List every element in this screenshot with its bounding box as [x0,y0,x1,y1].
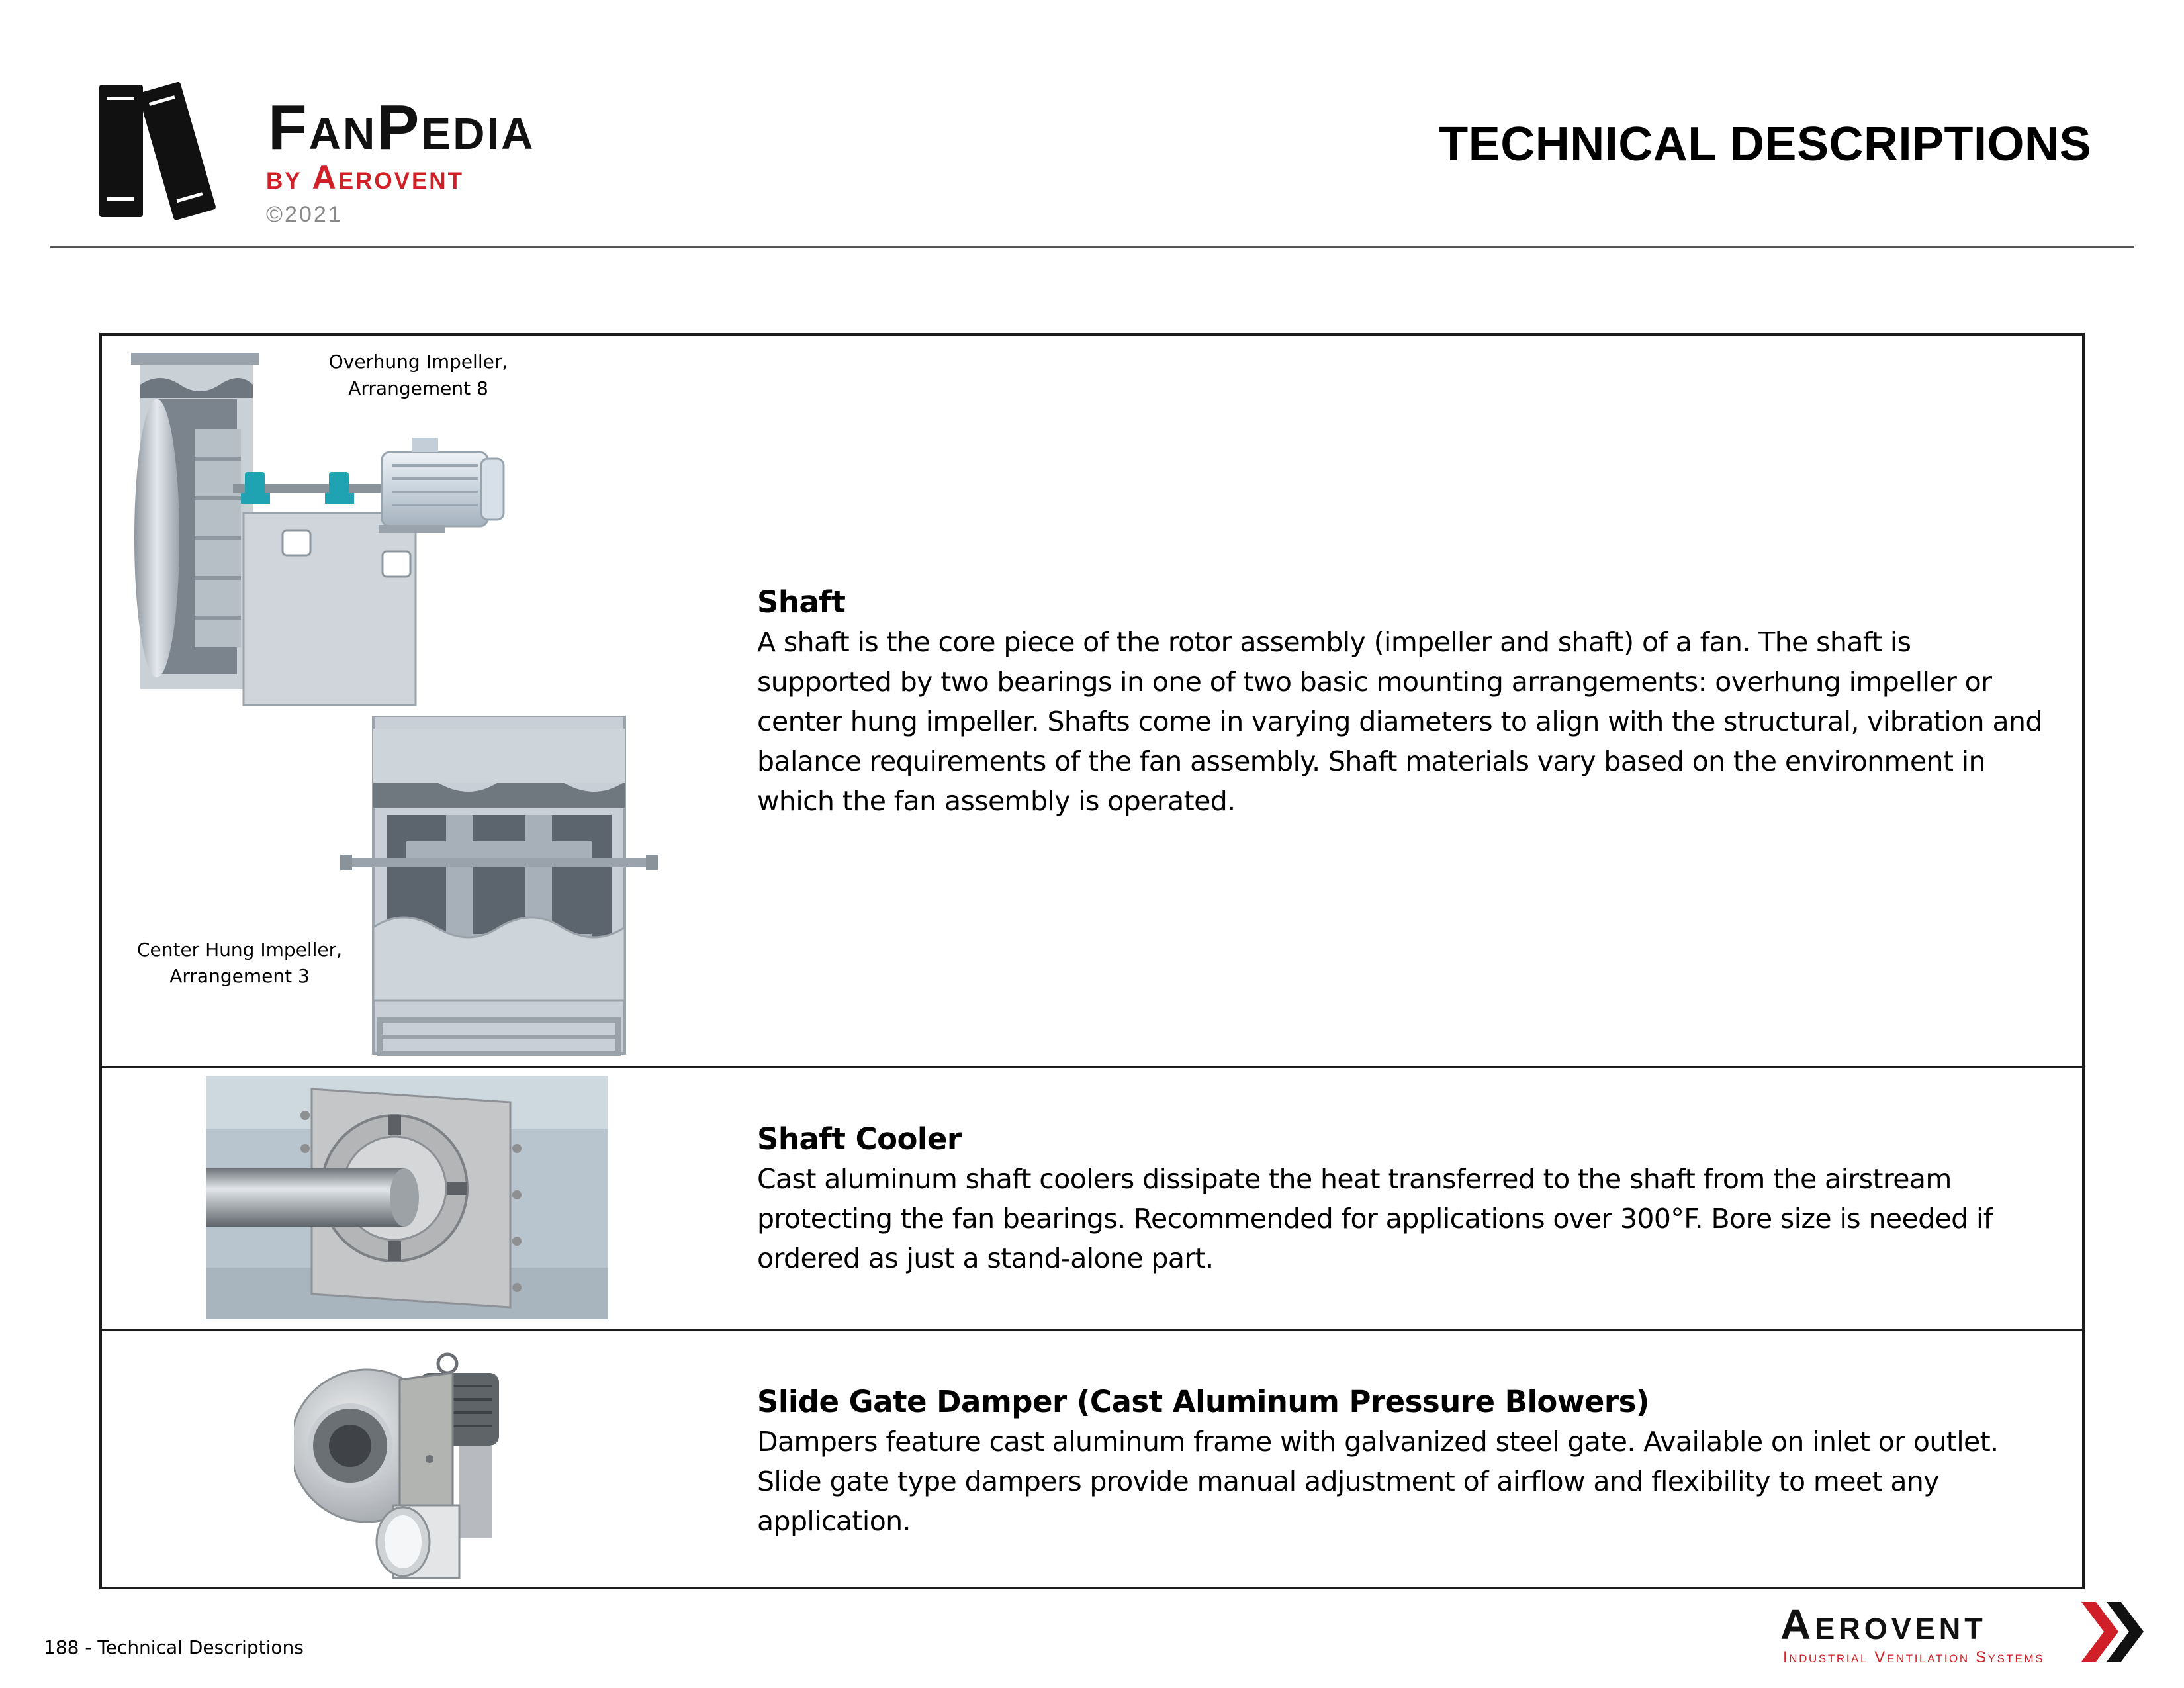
caption-line: Center Hung Impeller, [136,939,343,961]
section-slide-gate-damper [102,1329,2082,1587]
caption-overhung [286,349,551,402]
item-description [757,1422,2054,1541]
pressure-blower-damper-image [294,1340,512,1585]
description-line: application. [757,1505,911,1537]
item-title: Slide Gate Damper (Cast Aluminum Pressure Blowers) [757,1384,1649,1419]
content-table [99,333,2085,1589]
item-description [757,1159,2054,1278]
shaft-cooler-image [206,1076,608,1319]
item-title: Shaft Cooler [757,1121,962,1156]
caption-line: Arrangement 8 [348,377,488,399]
page-title: TECHNICAL DESCRIPTIONS [1439,118,2091,171]
caption-line: Overhung Impeller, [328,351,508,373]
item-title: Shaft [757,585,846,620]
shaft-text [757,583,2054,821]
overhung-impeller-fan-image [120,353,518,710]
logo-title: FanPedia [268,92,535,163]
brand-name: Aerovent [1780,1601,1987,1648]
description-line: supported by two bearings in one of two basic mounting arrangements: overhung impeller or [757,666,1992,698]
description-line: balance requirements of the fan assembly. Shaft materials vary based on the environment in [757,745,1985,777]
item-description [757,622,2054,821]
description-line: Dampers feature cast aluminum frame with galvanized steel gate. Available on inlet or outlet. [757,1426,1999,1458]
section-shaft-cooler [102,1066,2082,1329]
description-line: Slide gate type dampers provide manual adjustment of airflow and flexibility to meet any [757,1466,1939,1497]
description-line: Cast aluminum shaft coolers dissipate the heat transferred to the shaft from the airstream [757,1163,1952,1195]
logo-copyright: ©2021 [266,202,343,227]
page-number-label: 188 - Technical Descriptions [44,1636,304,1658]
section-shaft [102,336,2082,1066]
brand-tagline: Industrial Ventilation Systems [1783,1648,2045,1666]
books-logo-icon [98,77,237,222]
logo-subtitle: by Aerovent [266,159,464,196]
header-divider [50,246,2134,248]
double-chevron-icon [2081,1602,2148,1662]
description-line: protecting the fan bearings. Recommended for applications over 300°F. Bore size is needed if [757,1203,1993,1235]
caption-center-hung [134,937,345,990]
center-hung-impeller-fan-image [340,716,658,1060]
description-line: which the fan assembly is operated. [757,785,1236,817]
shaft-cooler-text [757,1119,2054,1278]
description-line: ordered as just a stand-alone part. [757,1243,1214,1274]
description-line: A shaft is the core piece of the rotor assembly (impeller and shaft) of a fan. The shaft is [757,626,1911,658]
description-line: center hung impeller. Shafts come in varying diameters to align with the structural, vibration and [757,706,2042,737]
slide-gate-damper-text [757,1382,2054,1541]
caption-line: Arrangement 3 [169,965,310,987]
